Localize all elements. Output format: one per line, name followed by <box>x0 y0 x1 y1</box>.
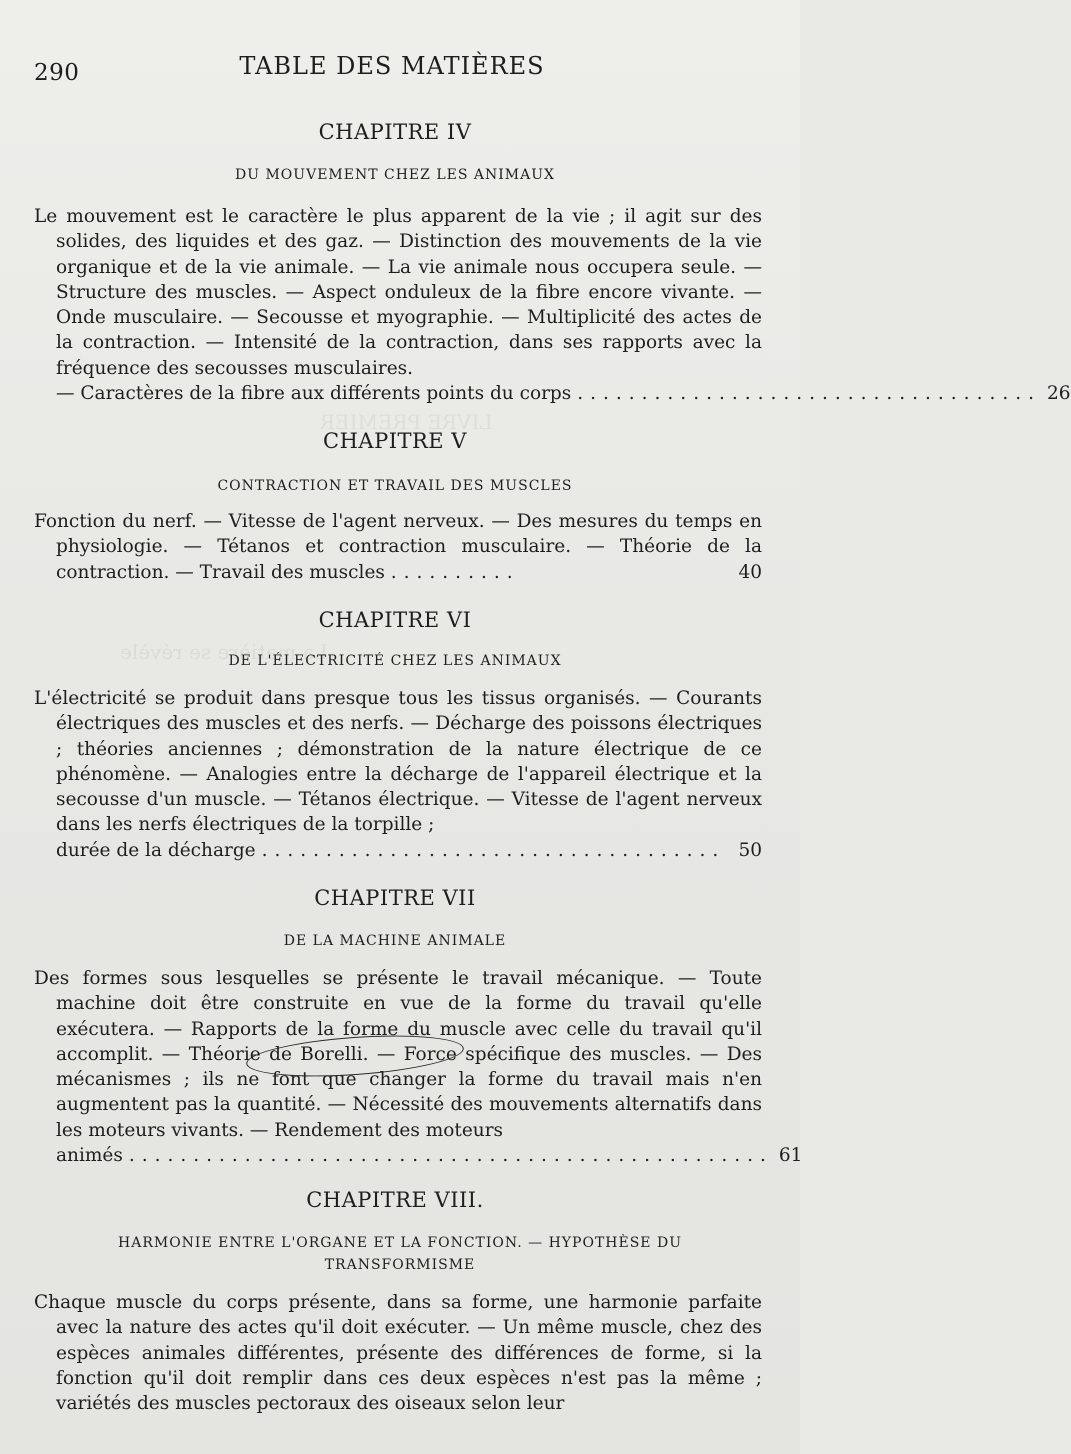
page-reference: 61 <box>778 1145 803 1167</box>
chapter-title: CHAPITRE VI <box>318 608 472 632</box>
summary-text: Chaque muscle du corps présente, dans sa forme, une harmonie parfaite avec la nature des actes qu'il doit exécuter. — Un même muscle, chez des espèces animales différentes, présente des différences de forme, si la fonction qu'il doit remplir dans ces deux espèces n'est pas la même ; variétés des muscles pectoraux des oiseaux selon leur <box>34 1292 762 1415</box>
show-through-text: LIVRE PREMIER <box>320 410 493 434</box>
chapter-summary <box>34 686 762 863</box>
page-reference: 50 <box>738 839 762 861</box>
chapter-summary <box>34 204 1071 406</box>
page-reference: 40 <box>738 561 762 583</box>
summary-text: L'électricité se produit dans presque tous les tissus organisés. — Courants électriques des muscles et des nerfs. — Décharge des poissons électriques ; théories anciennes ; démonstration de la nature électrique de ce phénomène. — Analogies entre la décharge de l'appareil électrique et la secousse d'un muscle. — Tétanos électrique. — Vitesse de l'agent nerveux dans les nerfs électriques de la torpille ; <box>34 688 762 836</box>
summary-last-line: — Caractères de la fibre aux différents points du corps <box>56 383 572 405</box>
leader-dots: .......... <box>390 561 520 583</box>
leader-dots: .................................................. <box>128 1145 773 1167</box>
summary-text: Le mouvement est le caractère le plus apparent de la vie ; il agit sur des solides, des liquides et des gaz. — Distinction des mouvements de la vie organique et de la vie animale. — La vie animale nous occupera seule. — Structure des muscles. — Aspect onduleux de la fibre encore vivante. — Onde musculaire. — Secousse et myographie. — Multiplicité des actes de la contraction. — Intensité de la contraction, dans ses rapports avec la fréquence des secousses musculaires. <box>34 206 762 379</box>
page-reference: 26 <box>1046 383 1071 405</box>
chapter-subtitle: DE L'ÉLECTRICITÉ CHEZ LES ANIMAUX <box>228 653 562 669</box>
chapter-summary <box>34 509 762 585</box>
running-title: TABLE DES MATIÈRES <box>239 52 545 80</box>
chapter-summary <box>34 1290 762 1416</box>
summary-last-line: animés <box>56 1145 123 1167</box>
summary-text: Des formes sous lesquelles se présente le travail mécanique. — Toute machine doit être construite en vue de la forme du travail qu'elle exécutera. — Rapports de la forme du muscle avec celle du travail qu'il accomplit. — Théorie de Borelli. — Force spécifique des muscles. — Des mécanismes ; ils ne font que changer la forme du travail mais n'en augmentent pas la quantité. — Nécessité des mouvements alternatifs dans les moteurs vivants. — Rendement des moteurs <box>34 968 762 1141</box>
summary-leader-line <box>175 560 385 585</box>
chapter-title: CHAPITRE VII <box>314 886 476 910</box>
summary-last-line: durée de la décharge <box>56 839 256 861</box>
chapter-title: CHAPITRE IV <box>318 120 472 144</box>
chapter-subtitle: DE LA MACHINE ANIMALE <box>283 933 507 949</box>
summary-leader-line <box>56 381 1071 406</box>
chapter-subtitle: CONTRACTION ET TRAVAIL DES MUSCLES <box>217 478 573 494</box>
summary-last-line: — Travail des muscles <box>175 561 385 583</box>
summary-leader-line <box>56 1143 803 1168</box>
chapter-title: CHAPITRE VIII. <box>306 1188 484 1212</box>
leader-dots: .................................... <box>261 839 726 861</box>
leader-dots: .................................... <box>577 383 1041 405</box>
show-through-text: La matière se révèle <box>120 640 328 664</box>
chapter-subtitle: HARMONIE ENTRE L'ORGANE ET LA FONCTION. — HYPOTHÈSE DU TRANSFORMISME <box>118 1235 682 1273</box>
summary-leader-line <box>56 838 762 863</box>
page-number: 290 <box>34 60 80 86</box>
page-header <box>0 52 800 92</box>
chapter-subtitle: DU MOUVEMENT CHEZ LES ANIMAUX <box>235 167 555 183</box>
summary-text: Fonction du nerf. — Vitesse de l'agent nerveux. — Des mesures du temps en physiologie. — Tétanos et contraction musculaire. — Théorie de la contraction. <box>34 511 762 583</box>
chapter-title: CHAPITRE V <box>323 429 467 453</box>
